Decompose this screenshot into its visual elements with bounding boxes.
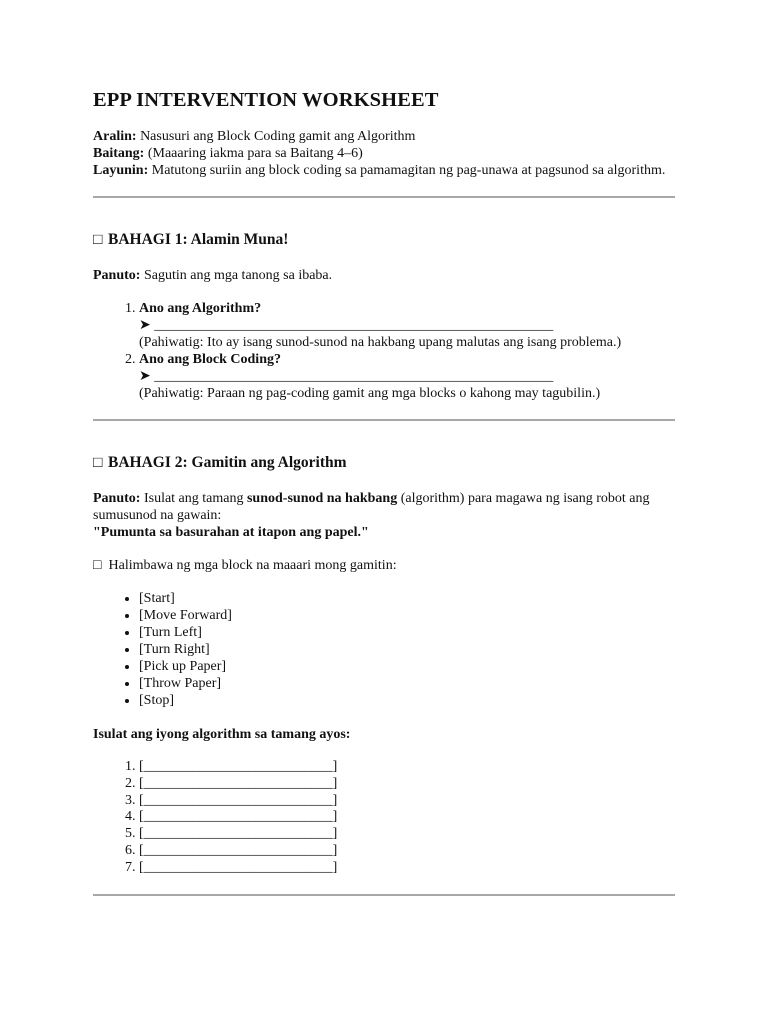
example-intro: [93, 557, 675, 574]
step-blank[interactable]: 1. [___________________________]: [139, 759, 675, 776]
question-text: Ano ang Block Coding?: [139, 352, 281, 367]
step-blank[interactable]: 5. [___________________________]: [139, 826, 675, 843]
block-item: • [Move Forward]: [139, 607, 675, 624]
layunin-value: Matutong suriin ang block coding sa pamamagitan ng pag-unawa at pagsunod sa algorithm.: [148, 163, 666, 178]
worksheet-title: EPP INTERVENTION WORKSHEET: [93, 89, 439, 111]
block-item: • [Pick up Paper]: [139, 658, 675, 675]
section1-instruction: [93, 267, 675, 284]
answer-line[interactable]: ➤ _________________________________________________________: [139, 369, 554, 384]
aralin-label: Aralin:: [93, 129, 137, 144]
step-blank[interactable]: 6. [___________________________]: [139, 843, 675, 860]
layunin-label: Layunin:: [93, 163, 149, 178]
block-list: [93, 590, 675, 709]
section1-title-text: BAHAGI 1: Alamin Muna!: [108, 231, 289, 248]
placeholder-box-icon: □: [93, 454, 103, 471]
step-blank[interactable]: 2. [___________________________]: [139, 776, 675, 793]
divider: [93, 419, 675, 421]
block-item: • [Throw Paper]: [139, 675, 675, 692]
baitang-label: Baitang:: [93, 146, 145, 161]
section2-title: [93, 453, 675, 473]
algorithm-step-list: [93, 759, 675, 877]
lesson-meta: [93, 128, 675, 179]
block-item: • [Turn Right]: [139, 641, 675, 658]
section2-title-text: BAHAGI 2: Gamitin ang Algorithm: [108, 454, 347, 471]
panuto-text: Sagutin ang mga tanong sa ibaba.: [140, 268, 333, 283]
question-item: [139, 351, 675, 402]
hint-text: (Pahiwatig: Paraan ng pag-coding gamit ang mga blocks o kahong may tagubilin.): [139, 386, 601, 401]
write-algorithm-label: [93, 726, 675, 743]
instruction-emphasis: sunod-sunod na hakbang: [246, 491, 398, 506]
instruction-post: (algorithm) para magawa ng isang robot ang sumusunod na gawain:: [93, 491, 650, 523]
block-item: • [Stop]: [139, 692, 675, 709]
task-text: "Pumunta sa basurahan at itapon ang papel.": [93, 525, 369, 540]
layunin-line: [93, 162, 675, 179]
answer-line[interactable]: ➤ _________________________________________________________: [139, 318, 554, 333]
placeholder-box-icon: □: [93, 558, 102, 573]
write-label-text: Isulat ang iyong algorithm sa tamang ayos:: [93, 727, 351, 742]
question-list: [93, 300, 675, 402]
hint-text: (Pahiwatig: Ito ay isang sunod-sunod na hakbang upang malutas ang isang problema.): [139, 335, 622, 350]
section2-instruction: [93, 490, 675, 524]
baitang-line: [93, 145, 675, 162]
divider: [93, 196, 675, 198]
instruction-pre: Isulat ang tamang: [140, 491, 247, 506]
example-text: Halimbawa ng mga block na maaari mong gamitin:: [105, 558, 397, 573]
section1-title: [93, 230, 675, 250]
aralin-line: [93, 128, 675, 145]
divider: [93, 894, 675, 896]
question-text: Ano ang Algorithm?: [139, 301, 262, 316]
question-item: [139, 300, 675, 351]
step-blank[interactable]: 3. [___________________________]: [139, 793, 675, 810]
panuto-label: Panuto:: [93, 268, 141, 283]
worksheet-page: [93, 86, 675, 896]
placeholder-box-icon: □: [93, 231, 103, 248]
task-statement: [93, 524, 675, 541]
block-item: • [Turn Left]: [139, 624, 675, 641]
block-item: • [Start]: [139, 590, 675, 607]
aralin-value: Nasusuri ang Block Coding gamit ang Algorithm: [136, 129, 416, 144]
step-blank[interactable]: 7. [___________________________]: [139, 860, 675, 877]
baitang-value: (Maaaring iakma para sa Baitang 4–6): [144, 146, 363, 161]
step-blank[interactable]: 4. [___________________________]: [139, 809, 675, 826]
panuto-label: Panuto:: [93, 491, 141, 506]
